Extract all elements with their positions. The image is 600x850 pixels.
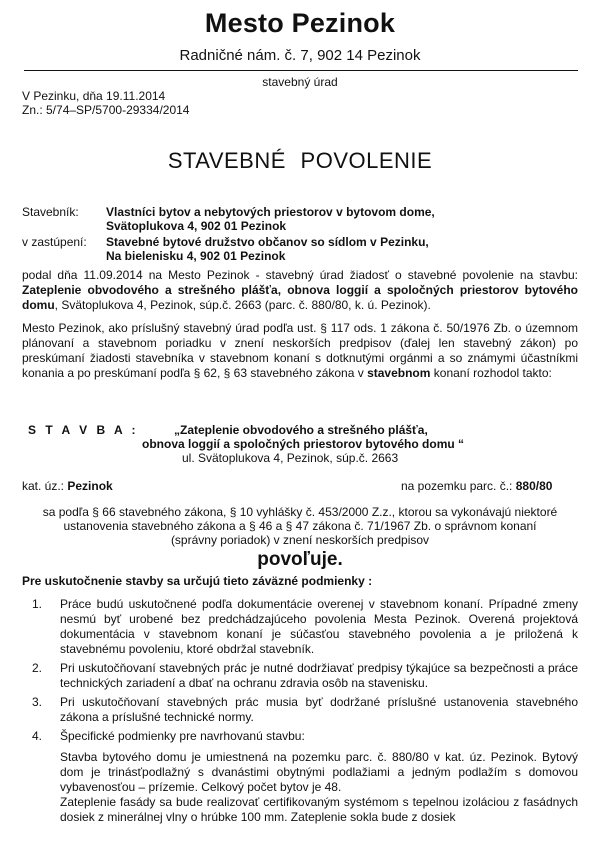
condition-text: Pri uskutočňovaní stavebných prác musia byť dodržané príslušné ustanovenia stavebného zákona a príslušné technické normy. <box>60 695 578 724</box>
cadastral-area <box>22 479 113 493</box>
legal-basis-line2: ustanovenia stavebného zákona a § 46 a § 47 zákona č. 71/1967 Zb. o správnom konaní <box>63 519 537 533</box>
parcel-number-label: na pozemku parc. č.: <box>401 479 516 493</box>
condition-item <box>22 597 578 657</box>
stavba-address: ul. Svätoplukova 4, Pezinok, súp.č. 2663 <box>182 451 399 465</box>
application-text: podal dňa 11.09.2014 na Mesto Pezinok - stavebný úrad žiadosť o stavebné povolenie na stavbu: <box>22 268 578 282</box>
conditions-heading: Pre uskutočnenie stavby sa určujú tieto záväzné podmienky : <box>22 574 373 588</box>
document-title: STAVEBNÉ POVOLENIE <box>167 148 433 173</box>
decision-basis-end: konaní rozhodol takto: <box>430 366 552 380</box>
condition-item <box>22 661 578 691</box>
decision-verb: povoľuje. <box>257 549 343 570</box>
cadastral-area-value: Pezinok <box>67 479 113 493</box>
representative-address: Na bielenisku 4, 902 01 Pezinok <box>106 249 286 263</box>
header-divider <box>24 70 578 71</box>
builder-name: Vlastníci bytov a nebytových priestorov v bytovom dome, <box>106 205 435 219</box>
representative-label: v zastúpení: <box>22 235 87 249</box>
reference-number: Zn.: 5/74–SP/5700-29334/2014 <box>22 103 190 117</box>
stavba-name-line1: „Zateplenie obvodového a strešného plášťa, <box>174 423 428 437</box>
application-project: Zateplenie obvodového a strešného plášťa, obnova loggií a spoločných priestorov bytového domu <box>22 283 578 312</box>
condition-item <box>22 729 578 825</box>
condition-text: Práce budú uskutočnené podľa dokumentácie overenej v stavebnom konaní. Prípadné zmeny nesmú byť urobené bez predchádzajúceho povolenia Mesta Pezinok. Overená projektová dokumentácia v stavebnom konaní je súčasťou stavebného povolenia a je priložená k stavebnému povoleniu, ktoré obdržal stavebník. <box>60 597 578 656</box>
decision-basis-text: Mesto Pezinok, ako príslušný stavebný úrad podľa ust. § 117 ods. 1 zákona č. 50/1976 Zb. o územnom plánovaní a stavebnom poriadku v znení neskorších predpisov (ďalej len stavebný zákon) po preskúmaní žiadosti stavebníka v stavebnom konaní s dotknutými orgánmi a so známymi účastníkmi konania a po preskúmaní podľa § 62, § 63 stavebného zákona v <box>22 321 578 380</box>
legal-basis-line3: (správny poriadok) v znení neskorších predpisov <box>170 533 430 547</box>
municipality-address: Radničné nám. č. 7, 902 14 Pezinok <box>179 47 421 64</box>
condition-text: Špecifické podmienky pre navrhovanú stavbu: <box>60 729 305 743</box>
condition-item <box>22 695 578 725</box>
condition-number: 1. <box>32 597 43 611</box>
builder-label: Stavebník: <box>22 205 79 219</box>
cadastral-area-label: kat. úz.: <box>22 479 68 493</box>
condition-number: 4. <box>32 729 43 743</box>
condition-number: 3. <box>32 695 43 709</box>
application-location: , Svätoplukova 4, Pezinok, súp.č. 2663 (parc. č. 880/80, k. ú. Pezinok). <box>54 298 431 312</box>
decision-basis-bold: stavebnom <box>367 366 431 380</box>
parcel-number <box>401 479 552 493</box>
condition-text: Pri uskutočňovaní stavebných prác je nutné dodržiavať predpisy týkajúce sa bezpečnosti a práce technických zariadení a dbať na ochranu zdravia osôb na stavenisku. <box>60 661 578 690</box>
stavba-label: S T A V B A : <box>28 423 139 437</box>
decision-basis-paragraph <box>22 321 578 381</box>
legal-basis-line1: sa podľa § 66 stavebného zákona, § 10 vyhlášky č. 453/2000 Z.z., ktorou sa vykonávajú niektoré <box>42 505 558 519</box>
office-name: stavebný úrad <box>262 75 338 89</box>
parcel-number-value: 880/80 <box>515 479 553 493</box>
stavba-name-line2: obnova loggií a spoločných priestorov bytového domu “ <box>142 437 465 451</box>
specific-conditions-insulation: Zateplenie fasády sa bude realizovať certifikovaným systémom s tepelnou izoláciou z fasádnych dosiek z minerálnej vlny o hrúbke 100 mm. Zateplenie sokla bude z dosiek <box>60 795 578 824</box>
date-line: V Pezinku, dňa 19.11.2014 <box>22 89 166 103</box>
application-paragraph <box>22 268 578 313</box>
representative-name: Stavebné bytové družstvo občanov so sídlom v Pezinku, <box>106 235 429 249</box>
condition-body <box>60 729 578 825</box>
municipality-title: Mesto Pezinok <box>204 8 396 38</box>
condition-number: 2. <box>32 661 43 675</box>
specific-conditions-building: Stavba bytového domu je umiestnená na pozemku parc. č. 880/80 v kat. úz. Pezinok. Bytový dom je trinásťpodlažný s dvanástimi obytnými podlažiami a jedným podlažím s domovou vybavenosťou – prízemie. Celkový počet bytov je 48. <box>60 750 578 794</box>
conditions-list <box>22 597 578 829</box>
builder-address: Svätoplukova 4, 902 01 Pezinok <box>106 219 287 233</box>
